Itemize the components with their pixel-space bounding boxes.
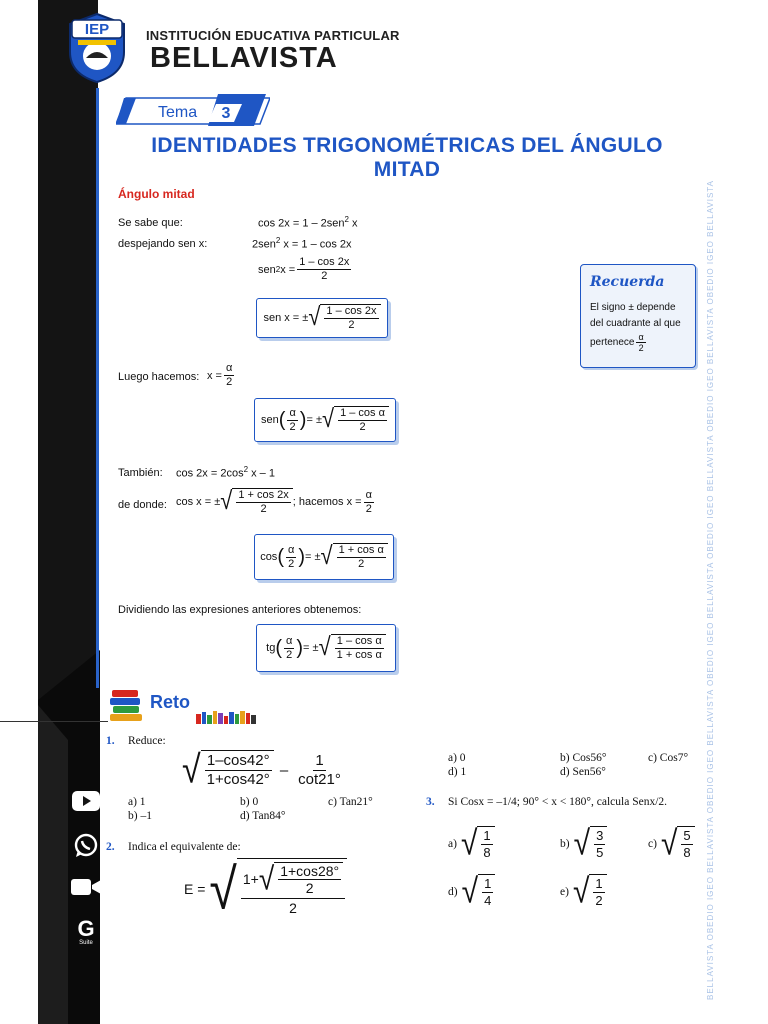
radical-sign: √ (572, 872, 590, 911)
fraction (236, 489, 290, 516)
numerator: α (638, 332, 644, 342)
numerator: 1 (315, 751, 324, 769)
eq-cos2x (258, 215, 358, 230)
institution-name: BELLAVISTA (150, 42, 338, 74)
fraction (205, 752, 272, 789)
sqrt-body (677, 826, 694, 862)
numerator: α (225, 362, 233, 374)
fraction (337, 544, 386, 571)
numerator: α (289, 406, 296, 419)
sqrt-outer (209, 858, 347, 920)
sqrt-body (477, 826, 494, 862)
school-logo (66, 12, 128, 84)
formula-box-sen-half (254, 398, 396, 442)
sqrt (320, 540, 388, 571)
option-letter: c) (648, 838, 657, 850)
sup: 2 (344, 215, 349, 224)
se-sabe-label: Se sabe que: (118, 217, 183, 229)
formula-cos-half (260, 540, 388, 571)
q3-num: 3. (426, 796, 435, 808)
g-suite-icon[interactable] (68, 912, 104, 952)
sqrt-body (589, 874, 606, 910)
option-letter: b) (560, 838, 570, 850)
q2-number (106, 841, 115, 853)
opt-c-cos7[interactable]: c) Cos7° (648, 752, 689, 764)
sup: 2 (275, 236, 281, 245)
fraction (284, 635, 294, 662)
denominator: 2 (226, 376, 233, 388)
fraction (296, 752, 343, 789)
denominator: 1 + cos α (336, 649, 382, 661)
radical-sign: √ (258, 860, 275, 897)
dedonde-lhs: cos x = ± (176, 496, 221, 508)
youtube-icon[interactable] (68, 786, 104, 816)
radical-sign: √ (220, 485, 233, 515)
dedonde-label: de donde: (118, 499, 167, 511)
box1-lhs: sen x = ± (263, 312, 309, 324)
paren-close: ) (296, 636, 304, 659)
one-plus: 1+ (242, 870, 259, 887)
fraction (636, 332, 645, 353)
numerator: 1 + cos 2x (238, 489, 289, 501)
recuerda-line2: del cuadrante al que (590, 318, 681, 329)
q2-expression (184, 858, 347, 920)
sqrt-body (320, 304, 380, 332)
fraction (481, 828, 492, 861)
numerator: 1+cos28° (280, 863, 340, 879)
numerator: 1 – cos 2x (299, 256, 350, 268)
q3-option-e[interactable] (560, 874, 607, 910)
video-camera-icon[interactable] (68, 872, 104, 902)
eq-x-alpha-half (207, 362, 236, 389)
sqrt (461, 826, 495, 862)
recuerda-line3-row (590, 332, 690, 353)
sqrt-body (333, 543, 388, 571)
sqrt (308, 301, 380, 332)
denominator: cot21° (298, 770, 341, 788)
radical-sign: √ (318, 631, 331, 661)
eq1-tail: x (348, 217, 358, 230)
q1-option-c[interactable]: c) Tan21° (328, 796, 373, 808)
q1-option-b[interactable]: b) 0 (240, 796, 259, 808)
sqrt-body (232, 488, 292, 516)
sqrt (573, 874, 607, 910)
q2-lhs: E = (184, 881, 206, 897)
fraction (224, 362, 234, 389)
recuerda-body (590, 300, 690, 353)
eq2a: 2sen (252, 238, 276, 251)
fraction (594, 828, 605, 861)
logo-iep-text: IEP (84, 21, 110, 38)
institution-line1: INSTITUCIÓN EDUCATIVA PARTICULAR (146, 28, 400, 43)
paren-close: ) (299, 408, 307, 431)
tambien-label: También: (118, 467, 163, 479)
q2-num: 2. (106, 841, 115, 853)
formula-sen-half (261, 403, 389, 434)
fraction (338, 407, 387, 434)
fraction (364, 489, 374, 516)
numerator: 1 – cos α (336, 635, 382, 647)
sqrt (322, 403, 389, 434)
recuerda-line3: pertenece (590, 336, 635, 348)
sqrt-body (590, 826, 607, 862)
numerator: 1 (595, 876, 603, 891)
formula-box-cos-half (254, 534, 394, 580)
q1-option-a[interactable]: a) 1 (128, 796, 146, 808)
q3-option-b[interactable] (560, 826, 607, 862)
numerator: 1 – cos 2x (326, 305, 377, 317)
tambien-b: x – 1 (248, 467, 275, 480)
opt-d-sen56[interactable]: d) Sen56° (560, 766, 606, 778)
sqrt-body (237, 858, 347, 920)
radical-sign: √ (322, 403, 335, 433)
radical-sign: √ (460, 824, 478, 863)
sqrt (318, 631, 386, 662)
eq-cos-x (176, 485, 376, 516)
opt-d-1[interactable]: d) 1 (448, 766, 467, 778)
q3-prompt: Si Cosx = –1/4; 90° < x < 180°, calcula Senx/2. (448, 796, 668, 808)
denominator: 5 (596, 845, 604, 860)
formula-sen-x (263, 301, 380, 332)
fraction (681, 828, 692, 861)
radical-sign: √ (573, 824, 591, 863)
despejando-label: despejando sen x: (118, 238, 208, 250)
tema-banner (116, 94, 270, 128)
whatsapp-icon[interactable] (68, 830, 104, 860)
fraction (335, 635, 384, 662)
sqrt-inner (259, 862, 343, 896)
numerator: 1 + cos α (338, 544, 384, 556)
blue-vertical-rule (96, 88, 99, 688)
luego-eq: x = (207, 369, 222, 382)
right-strip-text: BELLAVISTA OBEDIO IGEO BELLAVISTA OBEDIO IGEO BELLAVISTA OBEDIO IGEO BELLAVISTA OBEDIO IGEO BELLAVISTA OBEDIO IGEO BELLAVISTA OBEDIO IGEO BELLAVISTA (706, 180, 715, 1000)
numerator: 5 (683, 828, 691, 843)
eq3-lhs: sen (258, 263, 276, 276)
numerator: 1 (484, 876, 492, 891)
denominator: 2 (288, 557, 295, 570)
opt-b-cos56[interactable]: b) Cos56° (560, 752, 607, 764)
tema-number: 3 (221, 105, 231, 122)
denominator: 2 (260, 503, 267, 515)
luego-label: Luego hacemos: (118, 371, 200, 383)
numerator: 3 (596, 828, 604, 843)
numerator: 1–cos42° (206, 752, 270, 769)
opt-a-0[interactable]: a) 0 (448, 752, 466, 764)
paren-open: ( (278, 408, 286, 431)
option-letter: a) (448, 838, 457, 850)
q3-number (426, 796, 435, 808)
denominator: 8 (683, 845, 691, 860)
sup: 2 (243, 465, 249, 474)
left-margin (0, 0, 38, 1024)
denominator: 2 (365, 502, 372, 515)
denominator: 2 (286, 648, 293, 661)
paren-open: ( (277, 545, 284, 568)
numerator: α (286, 634, 293, 647)
fraction (482, 876, 493, 909)
q3-option-d[interactable] (448, 874, 495, 910)
formula-box-sen-x (256, 298, 388, 338)
eq1-text: cos 2x = 1 – 2sen (258, 217, 345, 230)
denominator: 2 (348, 319, 355, 331)
sqrt (220, 485, 293, 516)
box3-lhs: cos (260, 551, 278, 563)
radical-sign: √ (461, 872, 479, 911)
eq-sen2x-frac (258, 256, 353, 283)
denominator: 2 (595, 893, 603, 908)
denominator: 2 (305, 880, 314, 896)
fraction (324, 305, 378, 332)
fraction-outer (241, 862, 345, 917)
fraction (278, 863, 341, 896)
box4-lhs: tg (266, 642, 276, 654)
dedonde-tail: ; hacemos x = (292, 496, 362, 508)
denominator: 2 (638, 343, 644, 353)
radical-sign: √ (209, 856, 237, 922)
radical-sign: √ (320, 540, 333, 570)
recuerda-line1: El signo ± depende (590, 302, 676, 313)
fraction (593, 876, 604, 909)
q2-prompt: Indica el equivalente de: (128, 841, 241, 853)
eq2b: x = 1 – cos 2x (280, 238, 352, 251)
tambien-a: cos 2x = 2cos (176, 467, 244, 480)
sqrt-body (201, 750, 274, 790)
recuerda-title: Recuerda (590, 274, 665, 290)
denominator: 1+cos42° (206, 771, 270, 788)
sqrt (661, 826, 695, 862)
fraction (286, 544, 296, 571)
right-decorative-strip (706, 30, 718, 1000)
section-heading: Ángulo mitad (118, 187, 195, 201)
sqrt-body (331, 634, 386, 662)
option-letter: d) (448, 886, 458, 898)
fraction (297, 256, 351, 283)
formula-box-tg-half (256, 624, 396, 672)
sqrt-body (274, 862, 343, 896)
sup: 2 (275, 265, 281, 274)
bookshelf-icon (196, 710, 256, 724)
box3-mid: = ± (305, 551, 321, 563)
page-title-line1: IDENTIDADES TRIGONOMÉTRICAS DEL ÁNGULO (151, 134, 663, 157)
q1-number (106, 735, 115, 747)
radical-sign: √ (660, 824, 678, 863)
paren-open: ( (275, 636, 283, 659)
dividiendo-label: Dividiendo las expresiones anteriores obtenemos: (118, 604, 362, 616)
q1-option-d[interactable]: d) Tan84° (240, 810, 286, 822)
formula-tg-half (266, 631, 386, 662)
radical-sign: √ (308, 301, 321, 331)
g-letter: G (77, 916, 95, 941)
eq-2sen2x (252, 236, 352, 251)
q1-option-b2[interactable]: b) –1 (128, 810, 152, 822)
g-suite-label: Suite (79, 940, 93, 946)
sqrt-body (478, 874, 495, 910)
q3-option-c[interactable] (648, 826, 695, 862)
option-letter: e) (560, 886, 569, 898)
eq3-mid: x = (280, 263, 296, 276)
radical-sign: √ (182, 748, 201, 792)
numerator: 1 (483, 828, 491, 843)
q1-prompt: Reduce: (128, 735, 166, 747)
paren-close: ) (298, 545, 306, 568)
minus-sign: – (279, 761, 289, 779)
denominator: 2 (358, 558, 365, 570)
fraction (287, 407, 297, 434)
q3-option-a[interactable] (448, 826, 495, 862)
eq-cos2x-2cos (176, 465, 275, 480)
box2-mid: = ± (306, 414, 322, 426)
denominator: 2 (289, 420, 296, 433)
outer-denominator: 2 (289, 900, 297, 916)
reto-underline (0, 721, 108, 722)
sqrt (574, 826, 608, 862)
outer-numerator (241, 862, 345, 899)
page-title-line2: MITAD (373, 158, 441, 181)
box2-lhs: sen (261, 414, 279, 426)
numerator: α (287, 543, 295, 556)
tema-label: Tema (158, 104, 198, 121)
denominator: 8 (483, 845, 491, 860)
numerator: α (365, 488, 372, 501)
q1-expression (182, 750, 345, 790)
sqrt-body (334, 406, 389, 434)
denominator: 4 (484, 893, 492, 908)
numerator: 1 – cos α (340, 407, 385, 419)
box4-mid: = ± (303, 642, 319, 654)
denominator: 2 (359, 421, 366, 433)
q1-num: 1. (106, 735, 115, 747)
books-stack-icon (108, 688, 144, 722)
sqrt (182, 750, 274, 790)
denominator: 2 (321, 270, 328, 282)
reto-title: Reto (150, 692, 190, 712)
sqrt (462, 874, 496, 910)
